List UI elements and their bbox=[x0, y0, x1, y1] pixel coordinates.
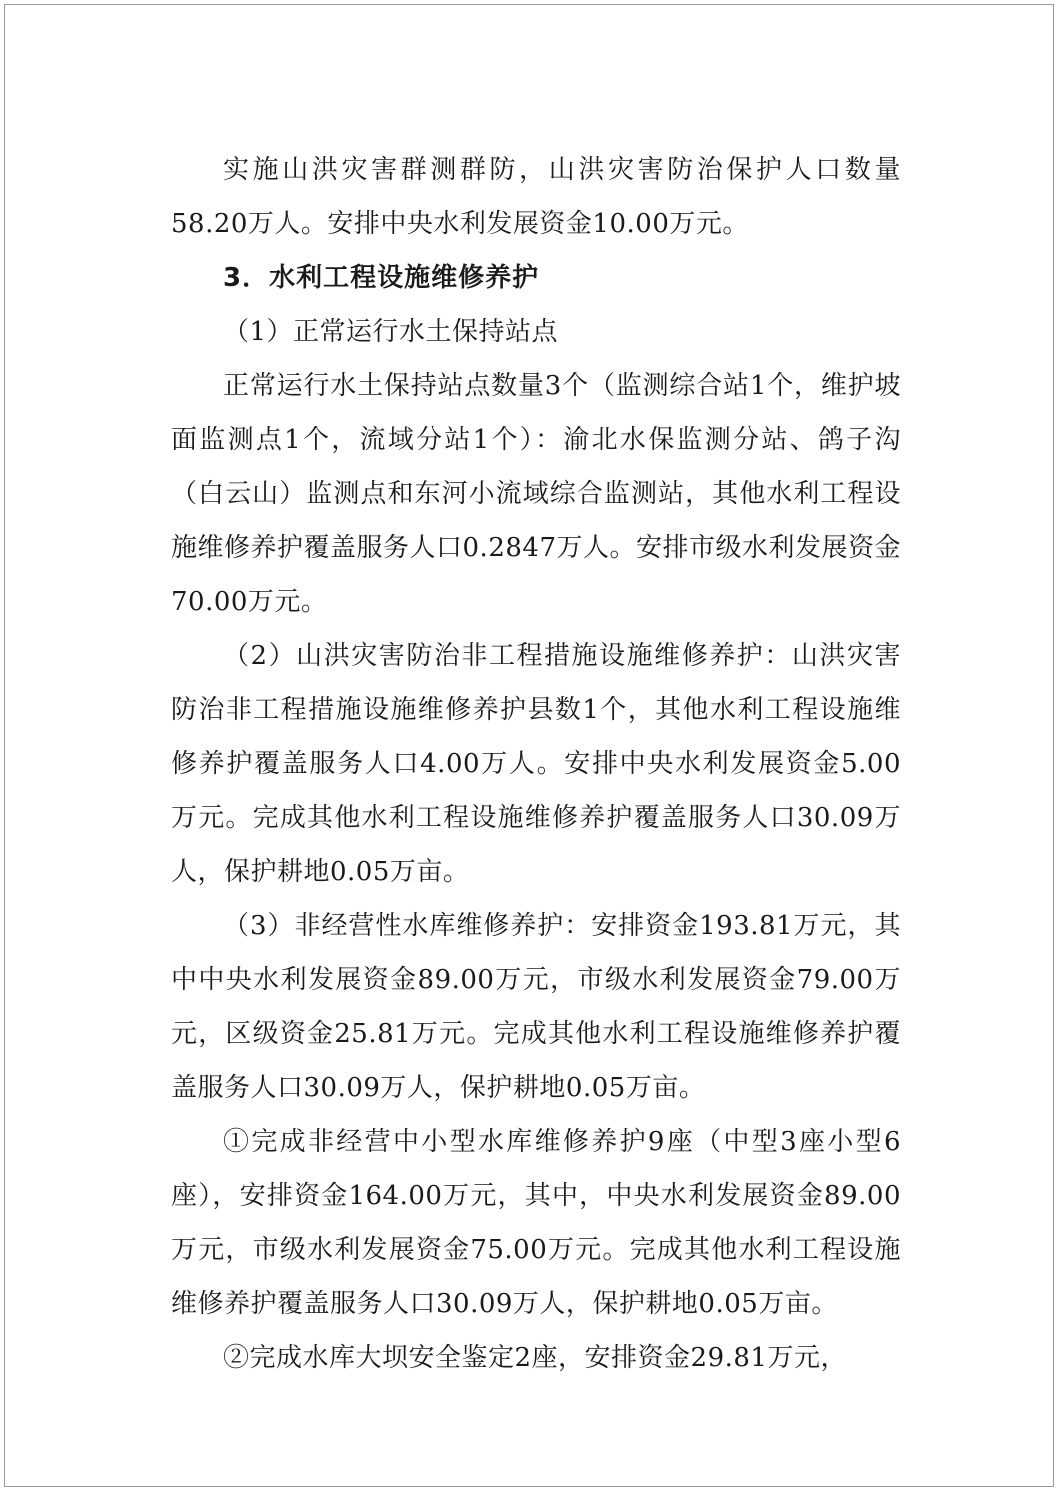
paragraph-item-1: ①完成非经营中小型水库维修养护9座（中型3座小型6座），安排资金164.00万元，其中，中央水利发展资金89.00万元，市级水利发展资金75.00万元。完成其他水利工程设施维修养护覆盖服务人口30.09万人，保护耕地0.05万亩。 bbox=[171, 1127, 901, 1319]
document-body bbox=[171, 143, 901, 1385]
subheading-soil-stations: （1）正常运行水土保持站点 bbox=[223, 317, 559, 347]
paragraph-flood-monitoring: 实施山洪灾害群测群防，山洪灾害防治保护人口数量58.20万人。安排中央水利发展资金10.00万元。 bbox=[171, 155, 901, 239]
paragraph-flood-nonengineering: （2）山洪灾害防治非工程措施设施维修养护：山洪灾害防治非工程措施设施维修养护县数1个，其他水利工程设施维修养护覆盖服务人口4.00万人。安排中央水利发展资金5.00 万元。完成其他水利工程设施维修养护覆盖服务人口30.09万人，保护耕地0.05万亩。 bbox=[171, 641, 901, 887]
section-heading-maintenance: 3．水利工程设施维修养护 bbox=[223, 263, 540, 293]
paragraph-item-2: ②完成水库大坝安全鉴定2座，安排资金29.81万元， bbox=[223, 1343, 847, 1373]
paragraph-reservoir-maintenance: （3）非经营性水库维修养护：安排资金193.81万元，其中中央水利发展资金89.00万元，市级水利发展资金79.00万元，区级资金25.81万元。完成其他水利工程设施维修养护覆盖服务人口30.09万人，保护耕地0.05万亩。 bbox=[171, 911, 901, 1103]
paragraph-soil-stations: 正常运行水土保持站点数量3个（监测综合站1个，维护坡面监测点1个，流域分站1个）：渝北水保监测分站、鸽子沟（白云山）监测点和东河小流域综合监测站，其他水利工程设施维修养护覆盖服务人口0.2847万人。安排市级水利发展资金70.00万元。 bbox=[171, 371, 901, 617]
document-page bbox=[4, 4, 1054, 1487]
